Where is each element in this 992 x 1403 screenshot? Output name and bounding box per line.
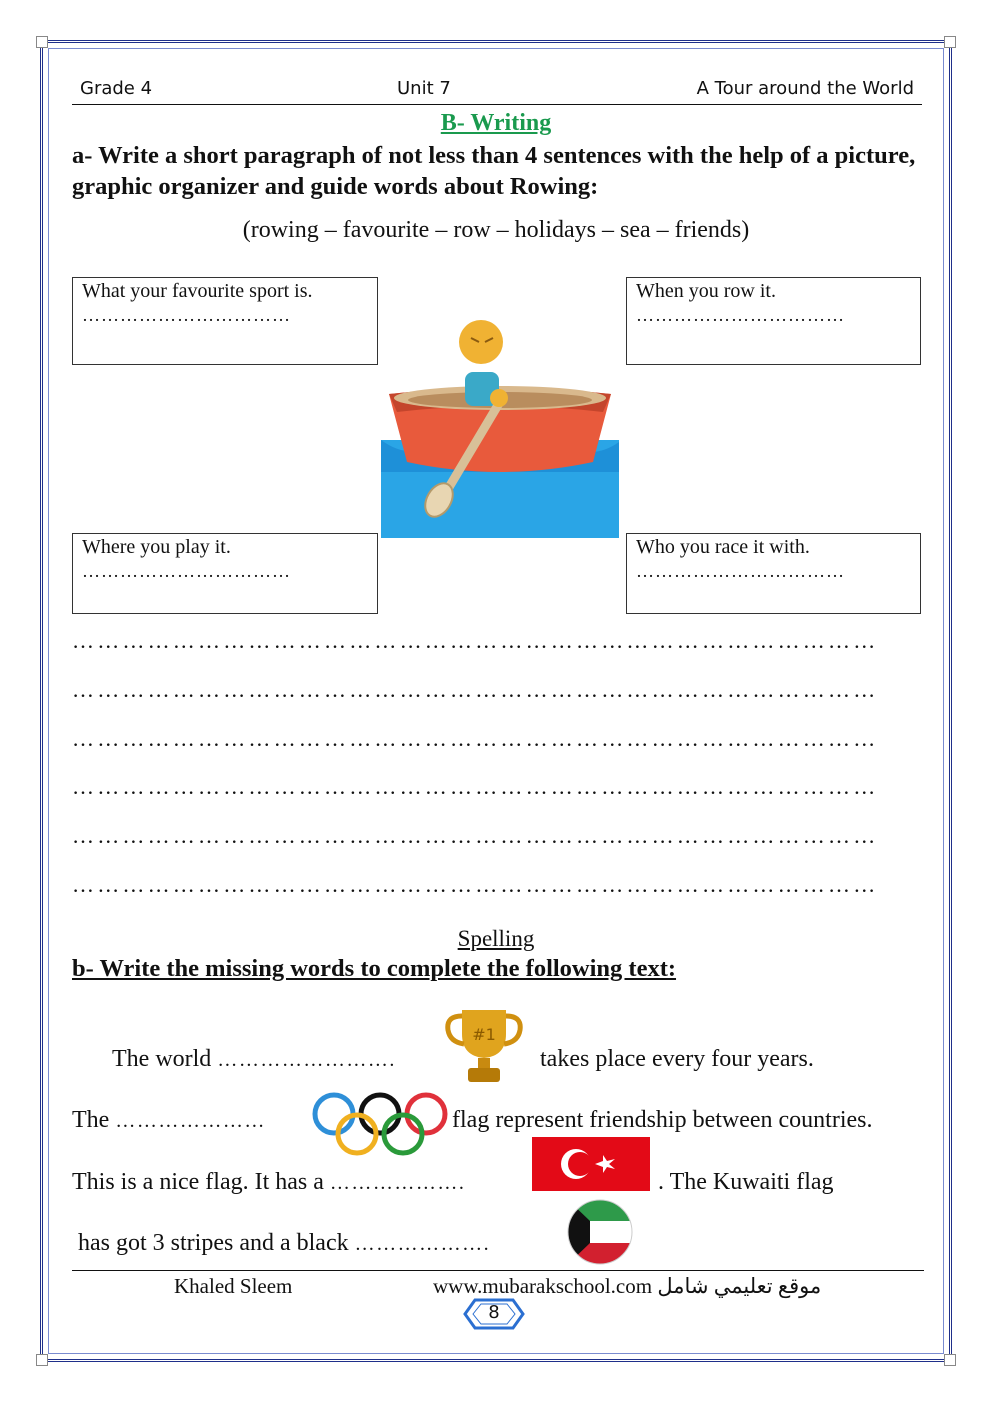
blank-field[interactable]: ………………. (329, 1172, 466, 1194)
page-number: 8 (488, 1302, 500, 1323)
turkey-flag-icon (532, 1137, 650, 1191)
sentence-1-end: takes place every four years. (540, 1046, 814, 1072)
sentence-text: The (72, 1107, 110, 1133)
writing-line[interactable]: …………………………………………………………………………………… (72, 725, 879, 751)
blank-field[interactable]: ………………. (354, 1233, 491, 1255)
writing-lines[interactable] (72, 628, 924, 921)
sentence-3-end: . The Kuwaiti flag (658, 1169, 834, 1195)
footer-divider (72, 1270, 924, 1271)
svg-text:#1: #1 (472, 1025, 496, 1044)
sentence-2-end: flag represent friendship between countries. (452, 1107, 873, 1133)
organizer-blank: …………………………… (636, 305, 845, 325)
organizer-prompt: What your favourite sport is. (82, 280, 313, 302)
spelling-title: Spelling (457, 926, 535, 951)
sentence-text: This is a nice flag. It has a (72, 1169, 324, 1195)
task-a-instruction: a- Write a short paragraph of not less than 4 sentences with the help of a picture, graphic organizer and guide words about Rowing: (72, 142, 916, 200)
header-grade: Grade 4 (80, 78, 153, 99)
blank-field[interactable]: ………………… (115, 1110, 266, 1132)
organizer-blank: …………………………… (82, 561, 291, 581)
organizer-box-sport[interactable] (72, 277, 378, 365)
task-b-instruction: b- Write the missing words to complete the following text: (72, 955, 677, 982)
rowing-boat-image (381, 312, 619, 538)
writing-line[interactable]: …………………………………………………………………………………… (72, 871, 879, 897)
organizer-box-when[interactable] (626, 277, 921, 365)
organizer-prompt: When you row it. (636, 280, 776, 302)
organizer-blank: …………………………… (636, 561, 845, 581)
corner-ornament (944, 1354, 956, 1366)
writing-line[interactable]: …………………………………………………………………………………… (72, 774, 879, 800)
organizer-box-who[interactable] (626, 533, 921, 614)
footer-author: Khaled Sleem (174, 1274, 293, 1298)
sentence-1 (112, 1046, 396, 1073)
guide-words: (rowing – favourite – row – holidays – sea – friends) (242, 217, 750, 243)
organizer-box-where[interactable] (72, 533, 378, 614)
kuwait-flag-icon (566, 1198, 634, 1266)
footer-site[interactable]: www.mubarakschool.com موقع تعليمي شامل (433, 1274, 822, 1298)
corner-ornament (944, 36, 956, 48)
sentence-text: has got 3 stripes and a black (78, 1230, 349, 1256)
sentence-3 (72, 1169, 465, 1196)
header-unit-title: A Tour around the World (696, 78, 914, 99)
sentence-4 (78, 1230, 490, 1257)
writing-line[interactable]: …………………………………………………………………………………… (72, 823, 879, 849)
writing-line[interactable]: …………………………………………………………………………………… (72, 676, 879, 702)
olympic-rings-icon (310, 1092, 450, 1158)
blank-field[interactable]: ……………………. (217, 1049, 396, 1071)
section-title: B- Writing (440, 110, 552, 136)
trophy-icon (442, 1004, 526, 1084)
corner-ornament (36, 1354, 48, 1366)
organizer-blank: …………………………… (82, 305, 291, 325)
sentence-text: The world (112, 1046, 212, 1072)
organizer-prompt: Where you play it. (82, 536, 231, 558)
corner-ornament (36, 36, 48, 48)
writing-line[interactable]: …………………………………………………………………………………… (72, 628, 879, 653)
header-unit: Unit 7 (397, 78, 451, 99)
page-number-badge (459, 1294, 529, 1334)
organizer-prompt: Who you race it with. (636, 536, 810, 558)
sentence-2 (72, 1107, 266, 1134)
page-header (72, 76, 922, 105)
